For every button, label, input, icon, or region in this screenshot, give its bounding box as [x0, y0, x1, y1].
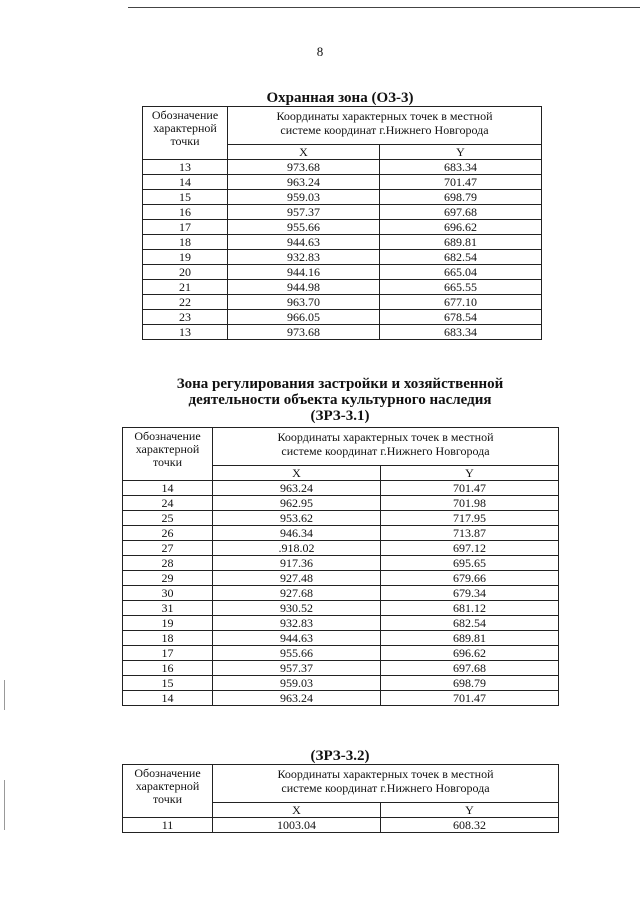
- table-row: [123, 556, 559, 571]
- table-row: [143, 175, 542, 190]
- table-row: [123, 818, 559, 833]
- point-id-cell: 26: [123, 526, 213, 541]
- point-id-cell: 14: [123, 481, 213, 496]
- x-coordinate-cell: 973.68: [228, 160, 380, 175]
- x-coordinate-cell: 963.70: [228, 295, 380, 310]
- y-coordinate-cell: 679.34: [381, 586, 559, 601]
- x-coordinate-cell: 930.52: [213, 601, 381, 616]
- point-id-cell: 14: [123, 691, 213, 706]
- table-row: [143, 250, 542, 265]
- table-body: [123, 481, 559, 706]
- point-id-cell: 17: [123, 646, 213, 661]
- x-coordinate-cell: 944.16: [228, 265, 380, 280]
- point-id-cell: 27: [123, 541, 213, 556]
- table-row: [123, 481, 559, 496]
- designation-header: Обозначение характерной точки: [123, 428, 213, 481]
- coordinates-table-oz3: [142, 106, 542, 340]
- x-coordinate-cell: 932.83: [228, 250, 380, 265]
- table-body: [143, 160, 542, 340]
- y-coordinate-cell: 677.10: [380, 295, 542, 310]
- y-coordinate-cell: 678.54: [380, 310, 542, 325]
- table-row: [123, 616, 559, 631]
- y-coordinate-cell: 698.79: [381, 676, 559, 691]
- y-coordinate-cell: 717.95: [381, 511, 559, 526]
- table-row: [143, 295, 542, 310]
- point-id-cell: 30: [123, 586, 213, 601]
- coordinates-header: Координаты характерных точек в местной системе координат г.Нижнего Новгорода: [228, 107, 542, 145]
- table-row: [143, 325, 542, 340]
- y-header: Y: [380, 145, 542, 160]
- coordinates-table-zrz32: [122, 764, 559, 833]
- y-coordinate-cell: 701.47: [381, 481, 559, 496]
- y-coordinate-cell: 689.81: [381, 631, 559, 646]
- y-coordinate-cell: 698.79: [380, 190, 542, 205]
- table-heading-zrz32: [120, 748, 560, 764]
- x-coordinate-cell: 944.63: [213, 631, 381, 646]
- table-row: [143, 205, 542, 220]
- x-header: X: [228, 145, 380, 160]
- x-coordinate-cell: 932.83: [213, 616, 381, 631]
- x-coordinate-cell: 944.98: [228, 280, 380, 295]
- x-coordinate-cell: 973.68: [228, 325, 380, 340]
- table-row: [123, 601, 559, 616]
- x-coordinate-cell: 927.48: [213, 571, 381, 586]
- point-id-cell: 19: [143, 250, 228, 265]
- x-coordinate-cell: 957.37: [213, 661, 381, 676]
- table-row: [143, 265, 542, 280]
- table-row: [123, 496, 559, 511]
- x-coordinate-cell: 963.24: [213, 481, 381, 496]
- y-coordinate-cell: 697.68: [380, 205, 542, 220]
- table-row: [123, 676, 559, 691]
- scan-mark: [4, 680, 5, 710]
- table-row: [123, 646, 559, 661]
- y-coordinate-cell: 682.54: [381, 616, 559, 631]
- table-row: [123, 541, 559, 556]
- x-coordinate-cell: 963.24: [228, 175, 380, 190]
- x-coordinate-cell: 959.03: [228, 190, 380, 205]
- table-row: [143, 220, 542, 235]
- table-body: [123, 818, 559, 833]
- y-coordinate-cell: 696.62: [380, 220, 542, 235]
- y-coordinate-cell: 696.62: [381, 646, 559, 661]
- coordinates-table-zrz31: [122, 427, 559, 706]
- point-id-cell: 24: [123, 496, 213, 511]
- y-coordinate-cell: 681.12: [381, 601, 559, 616]
- table-row: [123, 571, 559, 586]
- x-coordinate-cell: 955.66: [213, 646, 381, 661]
- table-row: [143, 310, 542, 325]
- point-id-cell: 21: [143, 280, 228, 295]
- point-id-cell: 13: [143, 325, 228, 340]
- table-row: [123, 691, 559, 706]
- x-coordinate-cell: 927.68: [213, 586, 381, 601]
- point-id-cell: 18: [123, 631, 213, 646]
- table-row: [123, 526, 559, 541]
- point-id-cell: 31: [123, 601, 213, 616]
- x-coordinate-cell: 944.63: [228, 235, 380, 250]
- point-id-cell: 29: [123, 571, 213, 586]
- table-row: [143, 160, 542, 175]
- scan-mark: [4, 780, 5, 830]
- point-id-cell: 16: [123, 661, 213, 676]
- heading-line: (ЗРЗ-3.2): [310, 748, 370, 764]
- y-coordinate-cell: 701.47: [380, 175, 542, 190]
- y-coordinate-cell: 701.47: [381, 691, 559, 706]
- table-row: [123, 511, 559, 526]
- x-coordinate-cell: 963.24: [213, 691, 381, 706]
- y-coordinate-cell: 713.87: [381, 526, 559, 541]
- point-id-cell: 20: [143, 265, 228, 280]
- point-id-cell: 19: [123, 616, 213, 631]
- x-coordinate-cell: 917.36: [213, 556, 381, 571]
- y-coordinate-cell: 683.34: [380, 160, 542, 175]
- heading-line: Зона регулирования застройки и хозяйственной: [176, 376, 504, 392]
- y-coordinate-cell: 665.55: [380, 280, 542, 295]
- x-coordinate-cell: 957.37: [228, 205, 380, 220]
- point-id-cell: 15: [123, 676, 213, 691]
- x-coordinate-cell: 955.66: [228, 220, 380, 235]
- x-coordinate-cell: 962.95: [213, 496, 381, 511]
- heading-line: деятельности объекта культурного наследия: [188, 392, 492, 408]
- x-coordinate-cell: .918.02: [213, 541, 381, 556]
- table-row: [123, 586, 559, 601]
- x-coordinate-cell: 946.34: [213, 526, 381, 541]
- y-coordinate-cell: 701.98: [381, 496, 559, 511]
- point-id-cell: 25: [123, 511, 213, 526]
- point-id-cell: 13: [143, 160, 228, 175]
- table-row: [143, 235, 542, 250]
- y-coordinate-cell: 679.66: [381, 571, 559, 586]
- designation-header: Обозначение характерной точки: [123, 765, 213, 818]
- point-id-cell: 23: [143, 310, 228, 325]
- point-id-cell: 28: [123, 556, 213, 571]
- page-number: 8: [316, 44, 324, 59]
- point-id-cell: 18: [143, 235, 228, 250]
- point-id-cell: 22: [143, 295, 228, 310]
- point-id-cell: 16: [143, 205, 228, 220]
- designation-header: Обозначение характерной точки: [143, 107, 228, 160]
- y-coordinate-cell: 697.12: [381, 541, 559, 556]
- y-coordinate-cell: 683.34: [380, 325, 542, 340]
- y-header: Y: [381, 466, 559, 481]
- coordinates-header: Координаты характерных точек в местной системе координат г.Нижнего Новгорода: [213, 765, 559, 803]
- y-coordinate-cell: 665.04: [380, 265, 542, 280]
- heading-line: Охранная зона (ОЗ-3): [266, 90, 414, 106]
- x-coordinate-cell: 1003.04: [213, 818, 381, 833]
- table-heading-oz3: [140, 90, 540, 106]
- y-coordinate-cell: 689.81: [380, 235, 542, 250]
- point-id-cell: 14: [143, 175, 228, 190]
- y-coordinate-cell: 608.32: [381, 818, 559, 833]
- point-id-cell: 15: [143, 190, 228, 205]
- table-row: [143, 190, 542, 205]
- x-header: X: [213, 803, 381, 818]
- table-row: [123, 631, 559, 646]
- y-header: Y: [381, 803, 559, 818]
- x-coordinate-cell: 966.05: [228, 310, 380, 325]
- point-id-cell: 17: [143, 220, 228, 235]
- y-coordinate-cell: 697.68: [381, 661, 559, 676]
- table-heading-zrz31: [120, 376, 560, 424]
- point-id-cell: 11: [123, 818, 213, 833]
- table-row: [143, 280, 542, 295]
- x-coordinate-cell: 959.03: [213, 676, 381, 691]
- heading-line: (ЗРЗ-3.1): [310, 408, 370, 424]
- y-coordinate-cell: 682.54: [380, 250, 542, 265]
- top-rule: [128, 7, 640, 8]
- coordinates-header: Координаты характерных точек в местной системе координат г.Нижнего Новгорода: [213, 428, 559, 466]
- table-row: [123, 661, 559, 676]
- y-coordinate-cell: 695.65: [381, 556, 559, 571]
- x-coordinate-cell: 953.62: [213, 511, 381, 526]
- x-header: X: [213, 466, 381, 481]
